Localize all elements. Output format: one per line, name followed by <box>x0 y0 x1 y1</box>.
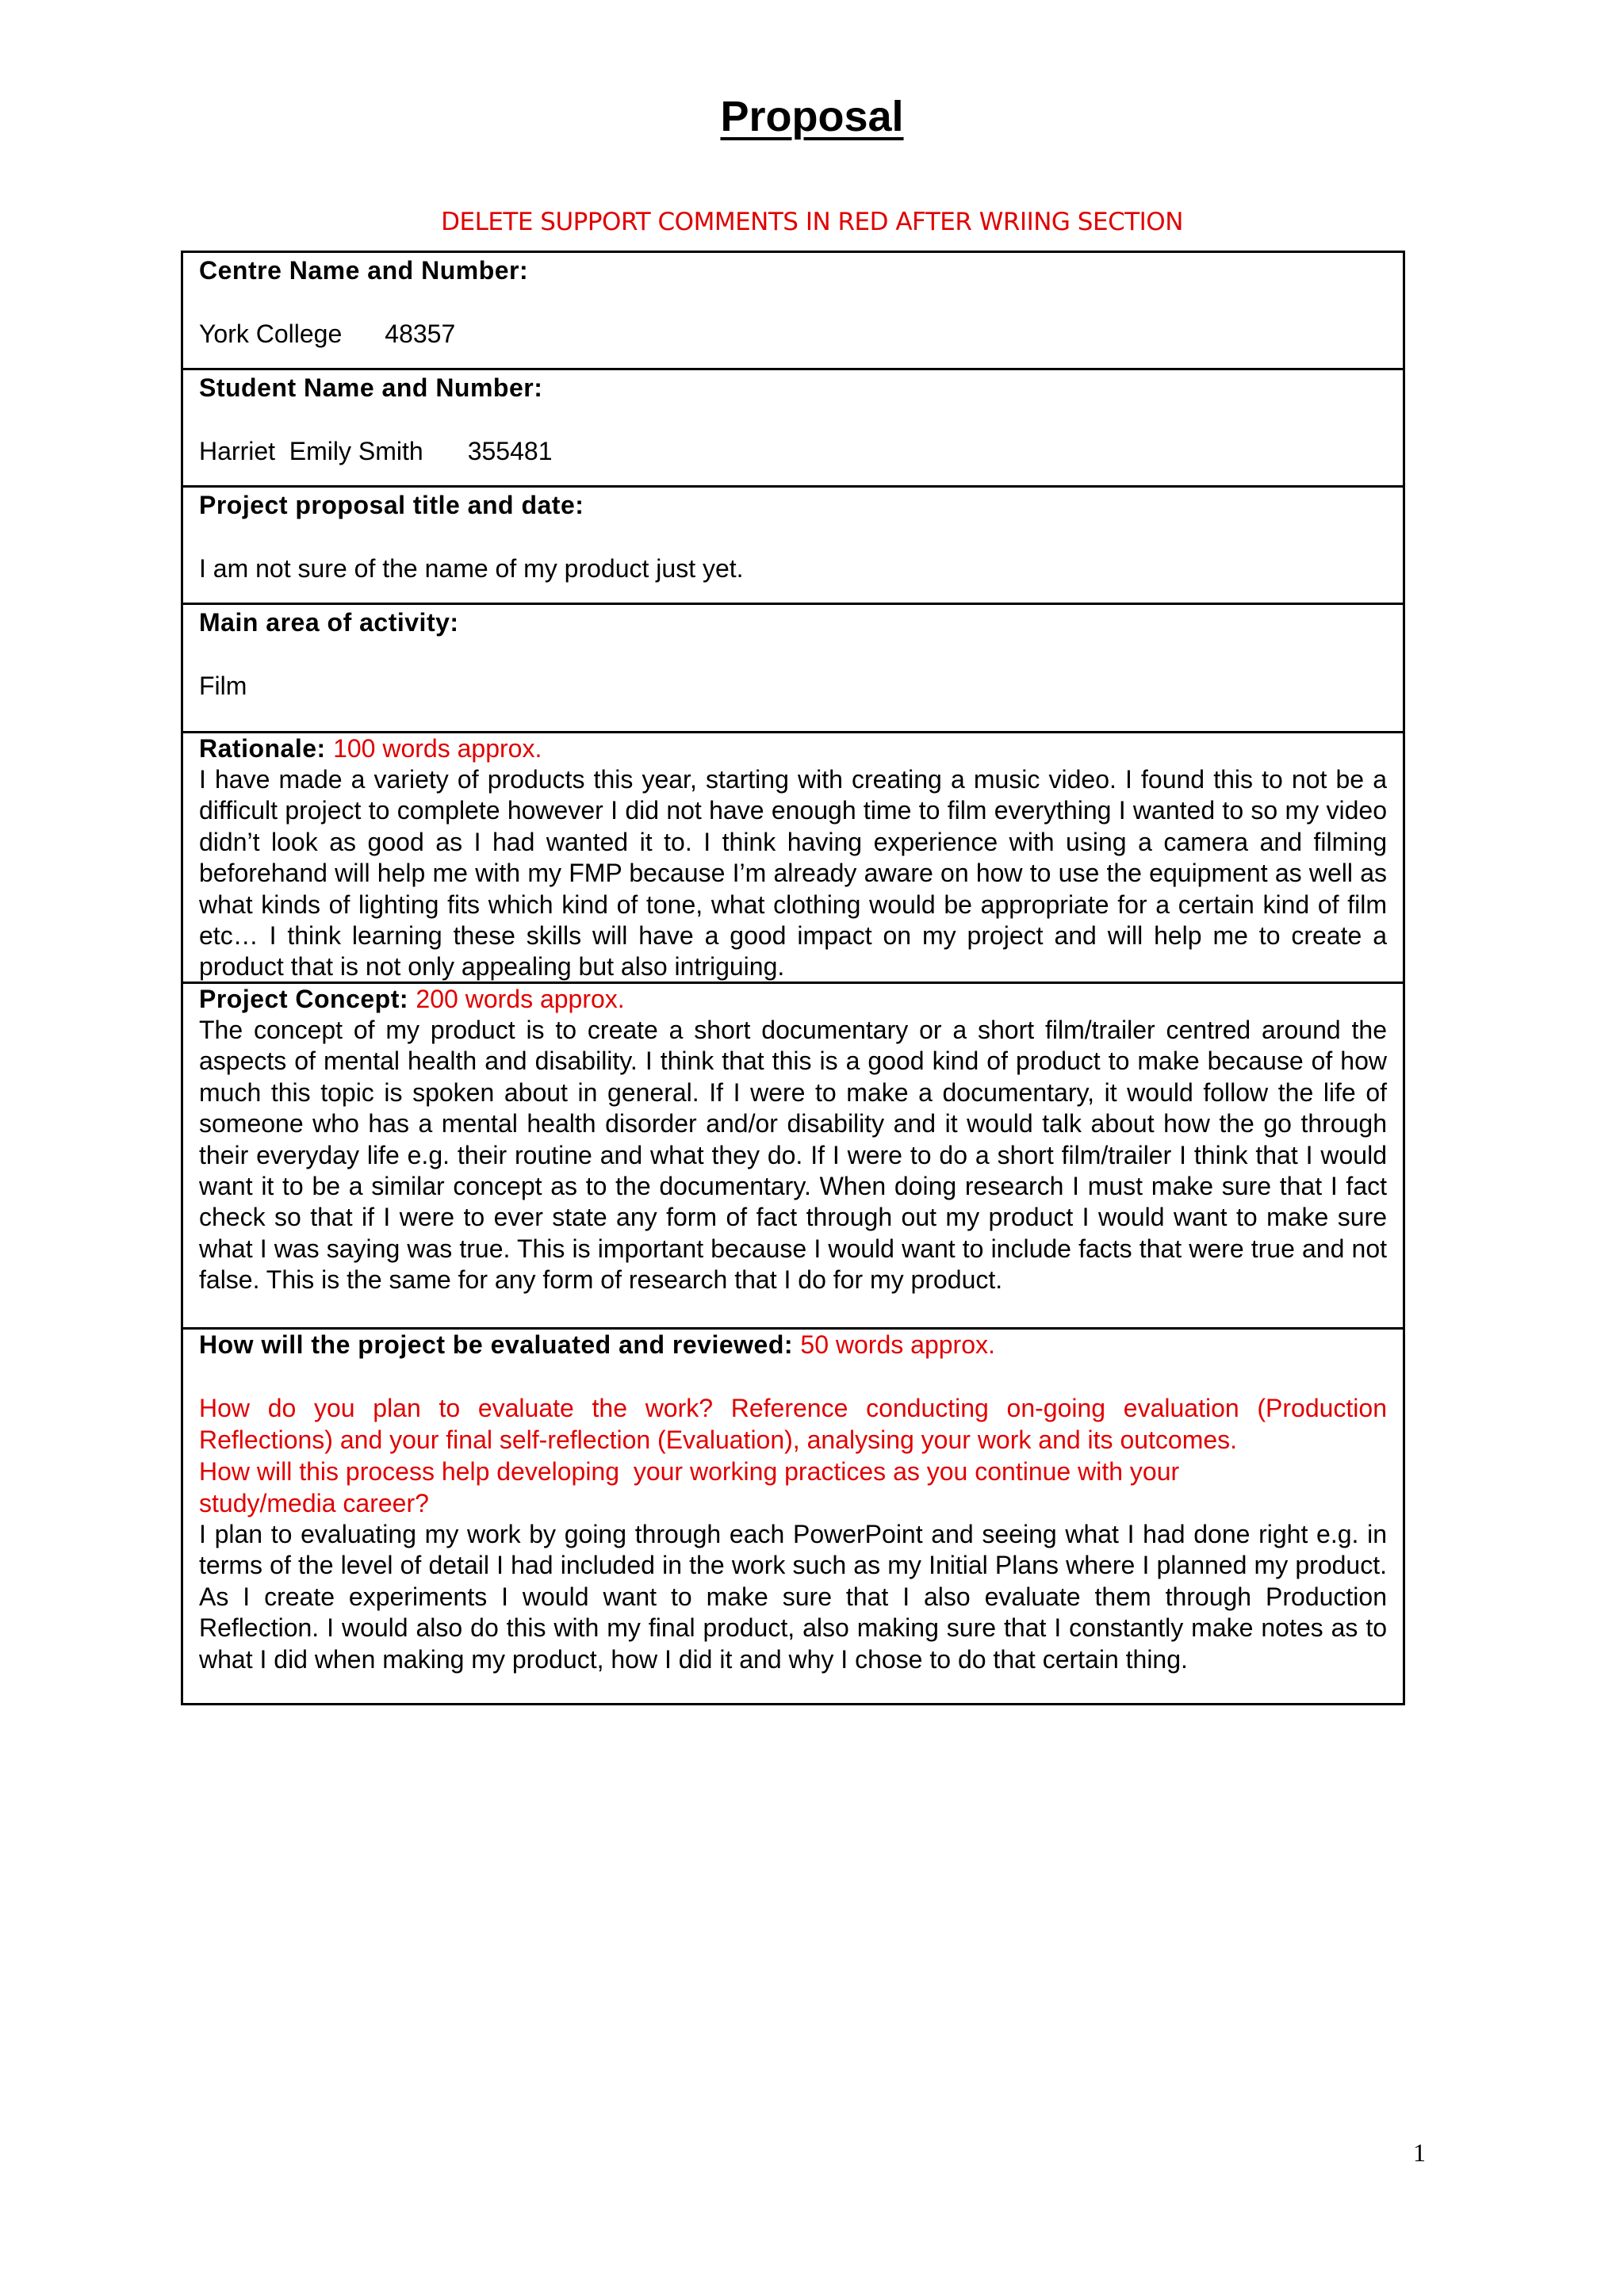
centre-value <box>199 318 1387 350</box>
evaluation-support-comment-2-line-2: study/media career? <box>199 1489 429 1517</box>
support-comment-note: DELETE SUPPORT COMMENTS IN RED AFTER WRIING SECTION <box>441 208 1183 236</box>
main-area-row <box>183 603 1403 731</box>
student-label: Student Name and Number: <box>199 373 543 402</box>
centre-row <box>183 253 1403 368</box>
rationale-heading <box>199 733 1387 764</box>
rationale-text: I have made a variety of products this year, starting with creating a music video. I found this to not be a difficult project to complete however I did not have enough time to film everything I wanted to so my video didn’t look as good as I had wanted it to. I think having experience with using a camera and filming beforehand will help me with my FMP because I’m already aware on how to use the equipment as well as what kinds of lighting fits which kind of tone, what clothing would be appropriate for a certain kind of film etc… I think learning these skills will have a good impact on my project and will help me to create a product that is not only appealing but also intriguing. <box>199 765 1387 982</box>
student-value <box>199 435 1387 467</box>
main-area-label: Main area of activity: <box>199 608 459 637</box>
evaluation-heading <box>199 1330 1387 1360</box>
student-row <box>183 368 1403 485</box>
student-name: Harriet Emily Smith <box>199 437 423 465</box>
evaluation-support-comment-2 <box>199 1456 1387 1519</box>
evaluation-support-comment-2-line-1: How will this process help developing your working practices as you continue with your <box>199 1457 1180 1486</box>
project-title-label: Project proposal title and date: <box>199 491 584 519</box>
page-title: Proposal <box>720 93 904 140</box>
concept-row <box>183 982 1403 1327</box>
evaluation-text: I plan to evaluating my work by going through each PowerPoint and seeing what I had done right e.g. in terms of the level of detail I had included in the work such as my Initial Plans where I planned my product. As I create experiments I would want to make sure that I also evaluate them through Production Reflection. I would also do this with my final product, also making sure that I constantly make notes as to what I did when making my product, how I did it and why I chose to do that certain thing. <box>199 1520 1387 1674</box>
project-title-value: I am not sure of the name of my product just yet. <box>199 554 744 583</box>
rationale-row <box>183 731 1403 982</box>
concept-heading <box>199 984 1387 1015</box>
rationale-label: Rationale: <box>199 734 326 763</box>
centre-number: 48357 <box>385 320 456 348</box>
student-number: 355481 <box>467 437 553 465</box>
rationale-hint: 100 words approx. <box>333 734 542 763</box>
evaluation-support-comment-1: How do you plan to evaluate the work? Reference conducting on-going evaluation (Production Reflections) and your final self-reflection (Evaluation), analysing your work and its outcomes. <box>199 1394 1387 1454</box>
evaluation-label: How will the project be evaluated and reviewed: <box>199 1330 794 1359</box>
main-area-value: Film <box>199 672 247 700</box>
evaluation-row <box>183 1327 1403 1703</box>
project-title-row <box>183 485 1403 603</box>
concept-text: The concept of my product is to create a short documentary or a short film/trailer centred around the aspects of mental health and disability. I think that this is a good kind of product to make because of how much this topic is spoken about in general. If I were to make a documentary, it would follow the life of someone who has a mental health disorder and/or disability and it would talk about how the go through their everyday life e.g. their routine and what they do. If I were to do a short film/trailer I think that I would want it to be a similar concept as to the documentary. When doing research I must make sure that I fact check so that if I were to ever state any form of fact through out my product I would want to make sure what I was saying was true. This is important because I would want to include facts that were true and not false. This is the same for any form of research that I do for my product. <box>199 1016 1387 1295</box>
centre-label: Centre Name and Number: <box>199 256 529 285</box>
concept-hint: 200 words approx. <box>416 985 625 1013</box>
centre-name: York College <box>199 320 343 348</box>
proposal-form-table <box>181 251 1405 1705</box>
page-number: 1 <box>1413 2138 1426 2167</box>
evaluation-hint: 50 words approx. <box>800 1330 995 1359</box>
concept-label: Project Concept: <box>199 985 409 1013</box>
